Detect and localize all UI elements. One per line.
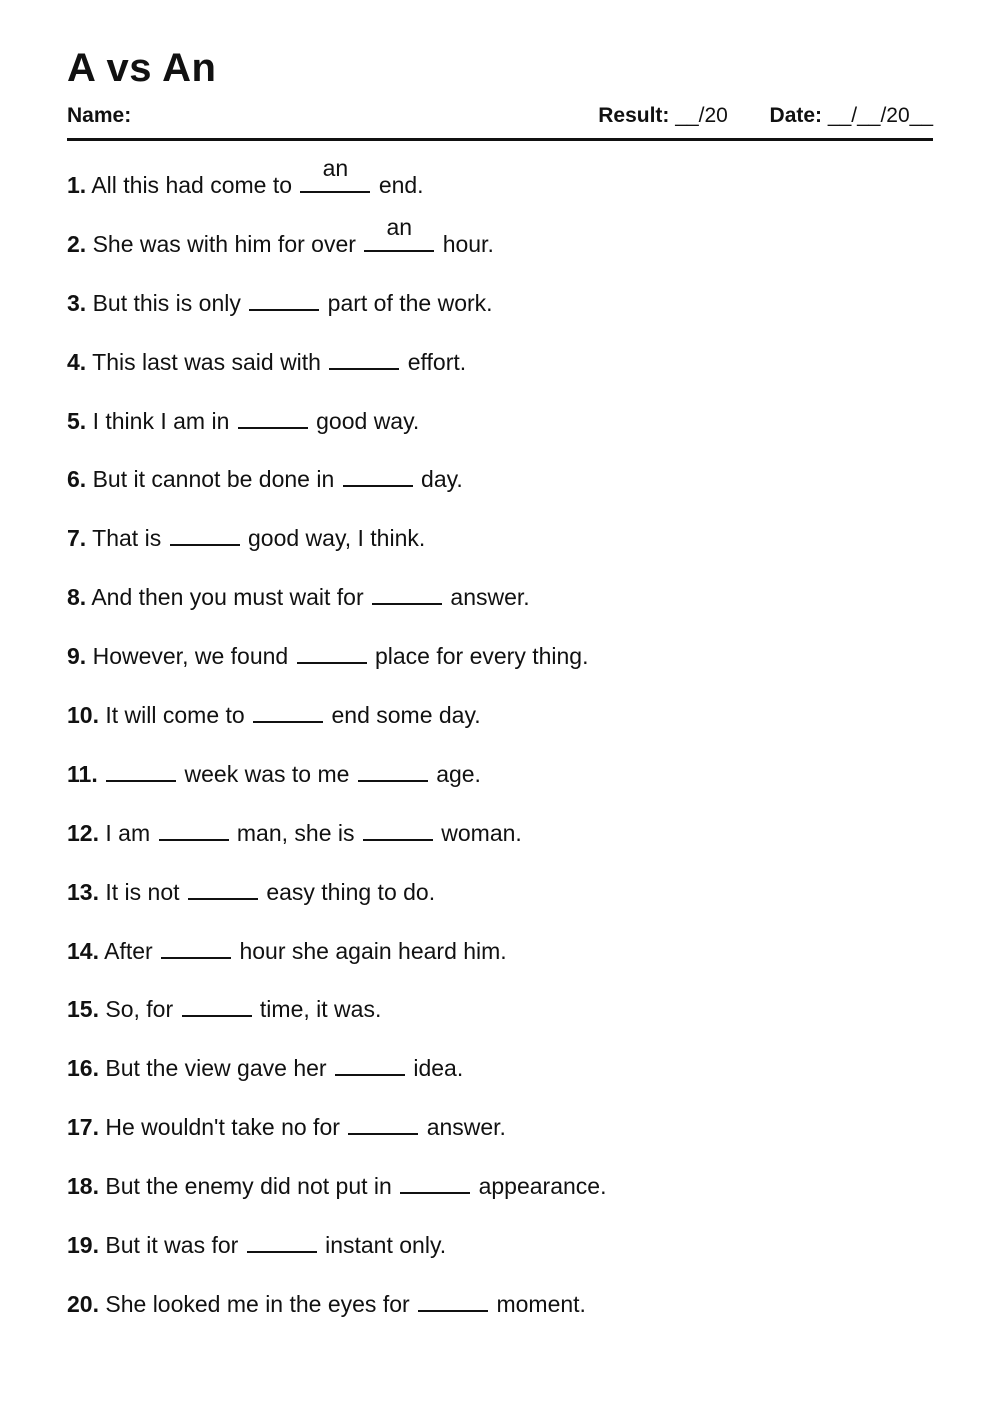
question-text-middle: hour she again heard him. [239, 937, 507, 964]
question-number: 14. [67, 937, 99, 964]
answer-blank[interactable] [348, 1109, 418, 1135]
question-item [67, 519, 933, 578]
question-text-before: I am [105, 819, 151, 846]
question-text-middle: man, she is [236, 819, 355, 846]
question-item [67, 1226, 933, 1285]
question-number: 13. [67, 878, 99, 905]
question-item [67, 696, 933, 755]
question-text-before: But it cannot be done in [92, 466, 335, 493]
date-label: Date: [769, 104, 823, 127]
question-text-middle: easy thing to do. [266, 878, 436, 905]
answer-blank[interactable] [106, 756, 176, 782]
question-text-middle: time, it was. [259, 996, 382, 1023]
question-text-middle: moment. [496, 1290, 586, 1317]
answer-blank[interactable] [238, 403, 308, 429]
question-item [67, 873, 933, 932]
question-text-before: I think I am in [92, 407, 230, 434]
answer-blank[interactable] [343, 461, 413, 487]
question-item [67, 755, 933, 814]
question-item [67, 990, 933, 1049]
question-number: 3. [67, 289, 87, 316]
question-number: 7. [67, 525, 87, 552]
question-number: 11. [67, 760, 98, 787]
question-text-middle: end. [378, 172, 424, 198]
question-text-before: But the view gave her [105, 1055, 327, 1082]
question-number: 1. [67, 172, 87, 198]
question-text-before: It is not [105, 878, 180, 905]
question-text-before: He wouldn't take no for [105, 1114, 340, 1141]
question-item [67, 637, 933, 696]
question-number: 15. [67, 996, 99, 1023]
answer-blank[interactable] [159, 815, 229, 841]
question-item [67, 578, 933, 637]
answer-blank[interactable] [161, 933, 231, 959]
question-number: 19. [67, 1232, 99, 1259]
question-text-middle: answer. [426, 1114, 506, 1141]
question-number: 2. [67, 230, 87, 257]
answer-blank[interactable] [247, 1227, 317, 1253]
answer-text: an [322, 155, 349, 181]
answer-blank[interactable] [300, 155, 370, 193]
question-item [67, 1049, 933, 1108]
question-item [67, 1167, 933, 1226]
question-item [67, 932, 933, 991]
result-date-block [598, 101, 933, 131]
question-text-middle: day. [421, 466, 463, 493]
worksheet-title: A vs An [67, 46, 217, 90]
answer-blank[interactable] [372, 579, 442, 605]
question-item [67, 284, 933, 343]
question-text-before: And then you must wait for [91, 584, 364, 611]
worksheet-header [67, 101, 933, 131]
question-number: 9. [67, 643, 87, 670]
question-text-middle: week was to me [184, 760, 350, 787]
answer-blank[interactable] [418, 1286, 488, 1312]
date-value: __/__/20__ [827, 104, 933, 127]
question-text-middle: instant only. [325, 1232, 447, 1259]
question-item [67, 1108, 933, 1167]
answer-blank[interactable] [363, 815, 433, 841]
question-number: 4. [67, 348, 87, 375]
question-text-middle: part of the work. [327, 289, 493, 316]
question-item [67, 213, 933, 284]
question-number: 5. [67, 407, 87, 434]
question-text-middle: effort. [407, 348, 467, 375]
question-text-middle: good way, I think. [247, 525, 426, 552]
question-text-after: age. [436, 760, 481, 787]
answer-blank[interactable] [188, 874, 258, 900]
answer-blank[interactable] [249, 285, 319, 311]
question-text-middle: hour. [442, 230, 494, 257]
question-text-middle: appearance. [478, 1173, 607, 1200]
question-list [67, 155, 933, 1344]
question-text-middle: end some day. [331, 702, 481, 729]
question-text-after: woman. [441, 819, 522, 846]
question-text-before: This last was said with [92, 348, 321, 375]
question-number: 10. [67, 702, 99, 729]
question-item [67, 155, 933, 225]
answer-blank[interactable] [253, 697, 323, 723]
result-value: __/20 [675, 104, 728, 127]
answer-blank[interactable] [364, 213, 434, 252]
answer-blank[interactable] [329, 344, 399, 370]
answer-text: an [386, 213, 413, 240]
answer-blank[interactable] [297, 638, 367, 664]
question-text-before: That is [92, 525, 162, 552]
question-text-before: All this had come to [91, 172, 293, 198]
question-text-before: But it was for [105, 1232, 239, 1259]
question-number: 16. [67, 1055, 99, 1082]
question-item [67, 343, 933, 402]
question-number: 6. [67, 466, 87, 493]
question-text-before: She was with him for over [92, 230, 356, 257]
question-number: 18. [67, 1173, 99, 1200]
answer-blank[interactable] [358, 756, 428, 782]
question-text-middle: idea. [413, 1055, 464, 1082]
answer-blank[interactable] [170, 520, 240, 546]
question-text-before: After [104, 937, 153, 964]
answer-blank[interactable] [335, 1050, 405, 1076]
question-text-before: She looked me in the eyes for [105, 1290, 410, 1317]
name-label: Name: [67, 104, 132, 127]
answer-blank[interactable] [182, 991, 252, 1017]
question-number: 12. [67, 819, 99, 846]
question-item [67, 1285, 933, 1344]
question-item [67, 402, 933, 461]
question-text-middle: answer. [450, 584, 530, 611]
question-item [67, 460, 933, 519]
question-item [67, 814, 933, 873]
question-text-before: However, we found [92, 643, 289, 670]
result-label: Result: [598, 104, 670, 127]
question-text-middle: place for every thing. [374, 643, 589, 670]
question-text-before: But the enemy did not put in [105, 1173, 392, 1200]
question-number: 8. [67, 584, 87, 611]
question-text-before: So, for [105, 996, 174, 1023]
answer-blank[interactable] [400, 1168, 470, 1194]
question-text-before: But this is only [92, 289, 241, 316]
question-number: 20. [67, 1290, 99, 1317]
question-text-before: It will come to [105, 702, 245, 729]
header-divider [67, 138, 933, 141]
question-text-middle: good way. [316, 407, 420, 434]
question-number: 17. [67, 1114, 99, 1141]
